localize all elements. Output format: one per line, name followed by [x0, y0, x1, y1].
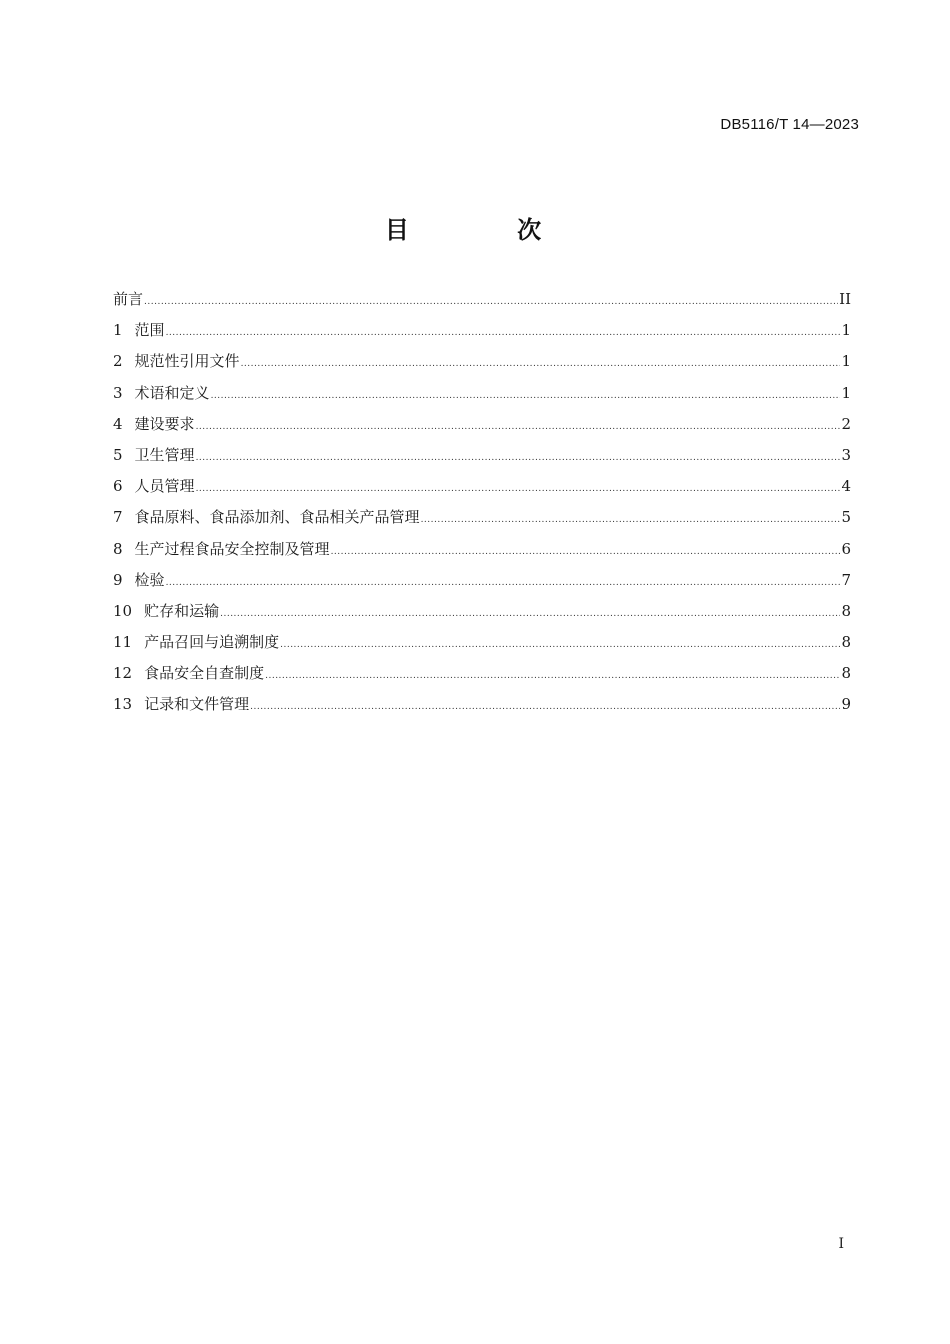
page-title: 目 次 — [384, 216, 592, 244]
toc-entry-label: 卫生管理 — [134, 445, 195, 464]
toc-entry-label: 规范性引用文件 — [134, 352, 240, 371]
toc-entry-page: 3 — [841, 445, 851, 464]
toc-entry-number: 12 — [113, 664, 133, 683]
toc-entry-foreword[interactable] — [113, 287, 851, 318]
toc-entry-13[interactable] — [113, 692, 851, 723]
standard-code: DB5116/T 14—2023 — [720, 116, 859, 133]
toc-entry-number: 11 — [113, 633, 133, 652]
toc-entry-number: 10 — [113, 601, 133, 620]
toc-entry-label: 检验 — [134, 570, 165, 589]
toc-leader-dots — [421, 508, 841, 532]
toc-entry-11[interactable] — [113, 630, 851, 661]
toc-entry-label: 建设要求 — [134, 414, 195, 433]
toc-entry-number: 8 — [113, 539, 123, 558]
toc-leader-dots — [241, 352, 841, 376]
toc-entry-page: 4 — [841, 477, 851, 496]
toc-leader-dots — [196, 415, 841, 439]
toc-entry-page: 5 — [841, 508, 851, 527]
toc-entry-label: 术语和定义 — [134, 383, 210, 402]
toc-entry-number: 1 — [113, 321, 123, 340]
toc-entry-number: 5 — [113, 445, 123, 464]
page-number: I — [838, 1236, 844, 1252]
toc-entry-page: 1 — [841, 352, 851, 371]
toc-leader-dots — [211, 384, 841, 408]
toc-entry-page: 7 — [841, 570, 851, 589]
toc-entry-6[interactable] — [113, 474, 851, 505]
toc-entry-page: 2 — [841, 414, 851, 433]
toc-leader-dots — [220, 602, 840, 626]
toc-leader-dots — [166, 571, 841, 595]
toc-entry-label: 范围 — [134, 321, 165, 340]
toc-entry-4[interactable] — [113, 412, 851, 443]
toc-entry-7[interactable] — [113, 505, 851, 536]
toc-leader-dots — [196, 477, 841, 501]
toc-entry-page: 8 — [841, 601, 851, 620]
toc-entry-number: 13 — [113, 695, 133, 714]
toc-entry-1[interactable] — [113, 318, 851, 349]
toc-entry-12[interactable] — [113, 661, 851, 692]
toc-entry-9[interactable] — [113, 568, 851, 599]
toc-entry-label: 前言 — [113, 290, 144, 308]
toc-entry-2[interactable] — [113, 349, 851, 380]
toc-entry-8[interactable] — [113, 537, 851, 568]
toc-entry-number: 6 — [113, 477, 123, 496]
toc-entry-label: 食品原料、食品添加剂、食品相关产品管理 — [134, 508, 420, 527]
toc-entry-label: 记录和文件管理 — [144, 695, 250, 714]
toc-entry-10[interactable] — [113, 599, 851, 630]
toc-entry-page: 6 — [841, 539, 851, 558]
toc-entry-page: 9 — [841, 695, 851, 714]
toc-entry-number: 2 — [113, 352, 123, 371]
toc-entry-number: 7 — [113, 508, 123, 527]
toc-entry-label: 食品安全自查制度 — [144, 664, 265, 683]
toc-leader-dots — [196, 446, 841, 470]
toc-leader-dots — [331, 540, 841, 564]
toc-entry-number: 4 — [113, 414, 123, 433]
toc-leader-dots — [166, 321, 841, 345]
toc-entry-label: 产品召回与追溯制度 — [144, 633, 280, 652]
toc-entry-number: 9 — [113, 570, 123, 589]
toc-leader-dots — [250, 695, 840, 719]
toc-entry-page: 8 — [841, 664, 851, 683]
toc-entry-label: 贮存和运输 — [144, 601, 220, 620]
toc-entry-label: 生产过程食品安全控制及管理 — [134, 539, 330, 558]
toc-leader-dots — [144, 290, 838, 314]
toc-leader-dots — [280, 633, 840, 657]
toc-entry-5[interactable] — [113, 443, 851, 474]
table-of-contents — [113, 287, 851, 724]
toc-leader-dots — [265, 664, 840, 688]
toc-entry-number: 3 — [113, 383, 123, 402]
toc-entry-page: 8 — [841, 633, 851, 652]
toc-entry-page: 1 — [841, 321, 851, 340]
toc-entry-3[interactable] — [113, 381, 851, 412]
toc-entry-page: II — [839, 290, 851, 308]
toc-entry-page: 1 — [841, 383, 851, 402]
toc-entry-label: 人员管理 — [134, 477, 195, 496]
